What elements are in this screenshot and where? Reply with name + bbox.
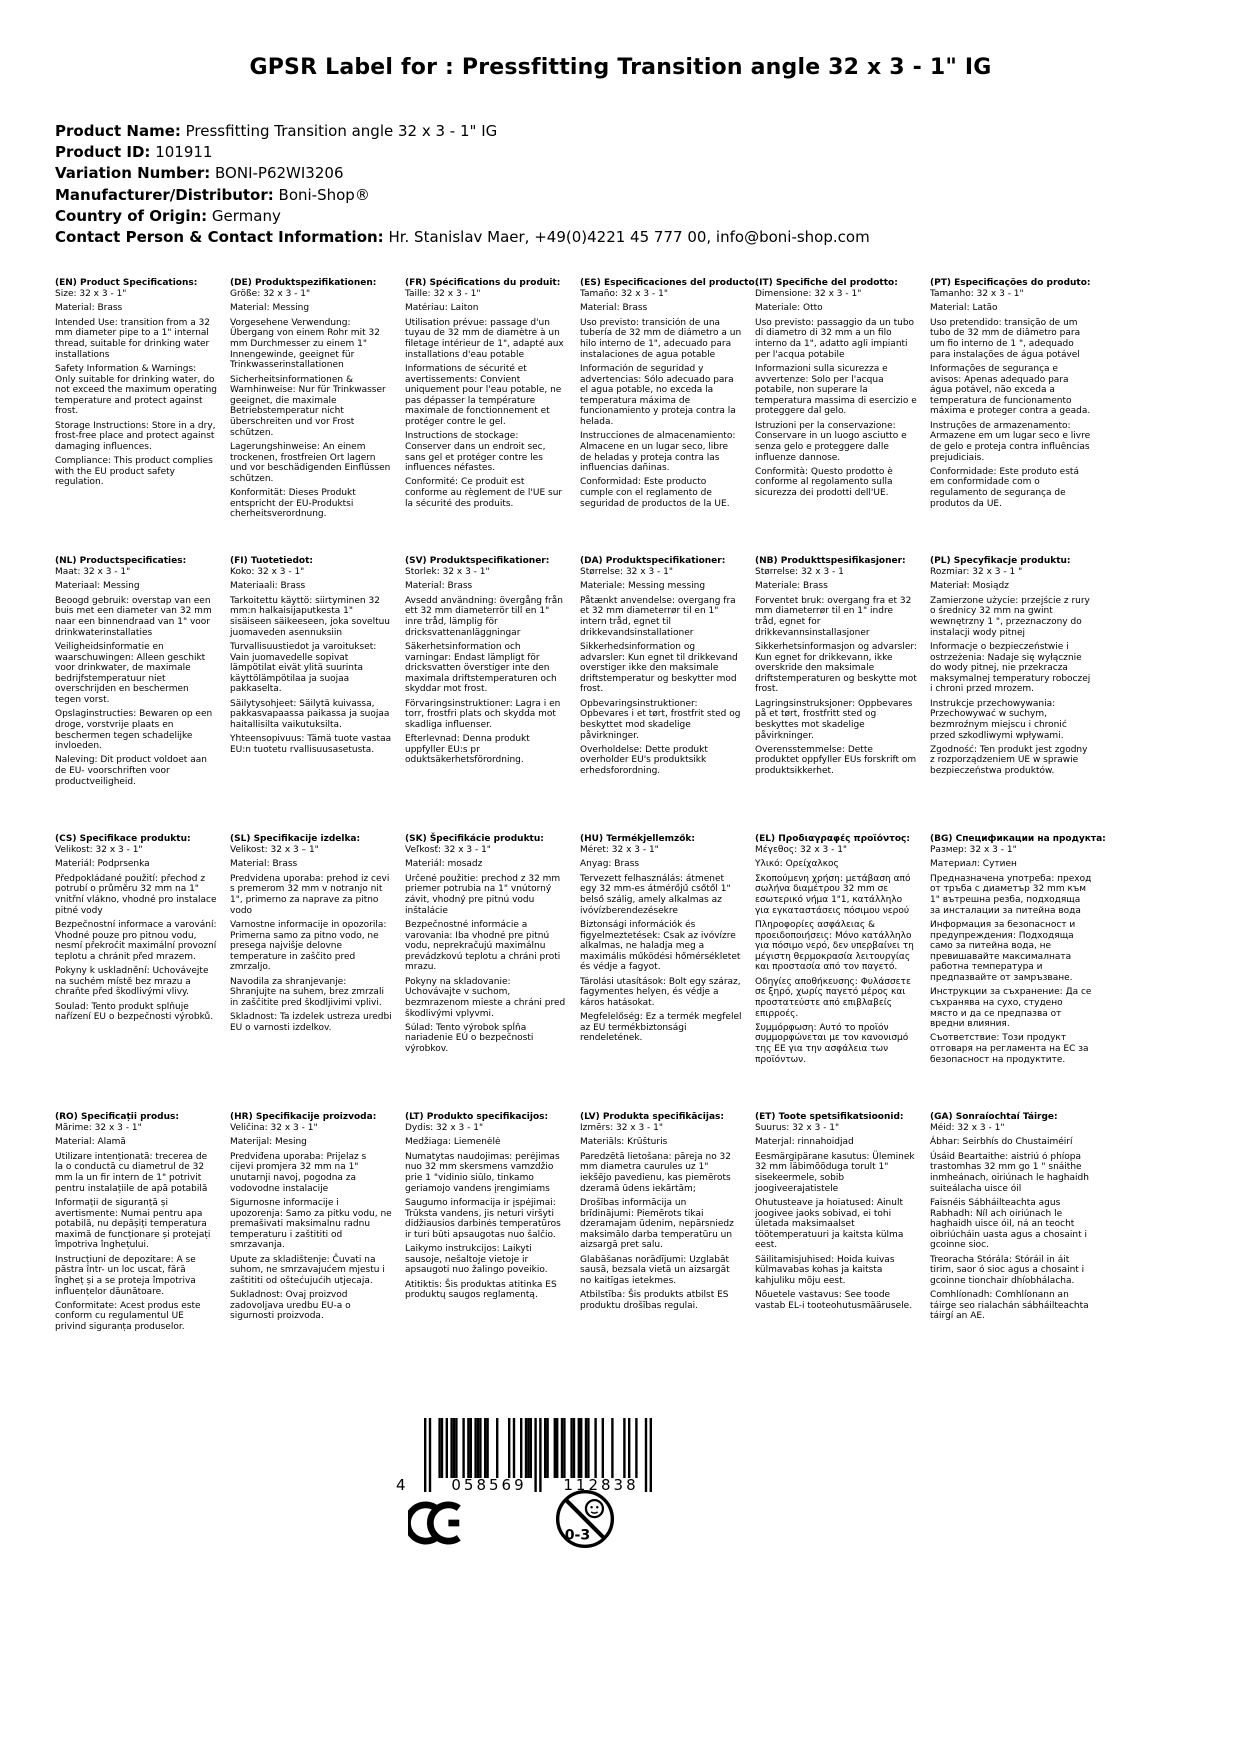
- block-paragraph: Turvallisuustiedot ja varoitukset: Vain juomavedelle sopivat lämpötilat eivät ylitä suurinta käyttölämpötilaa ja suojaa pakkaselta.: [230, 641, 377, 695]
- product-field-label: Manufacturer/Distributor:: [55, 185, 274, 204]
- block-paragraph: Intended Use: transition from a 32 mm diameter pipe to a 1" internal thread, suitable for drinking water installations: [55, 317, 211, 360]
- block-paragraph: Tervezett felhasználás: átmenet egy 32 mm-es átmérőjű csőtől 1" belső szálig, amely alkalmas az ivóvízberendezésekre: [580, 873, 731, 916]
- block-paragraph: Rozmiar: 32 x 3 - 1 ": [930, 567, 1023, 577]
- block-paragraph: Izmērs: 32 x 3 - 1": [580, 1123, 664, 1133]
- block-paragraph: Utilisation prévue: passage d'un tuyau de 32 mm de diamètre à un filetage intérieur de 1", adapté aux installations d'eau potable: [405, 317, 564, 360]
- block-paragraph: Bezpečnostné informácie a varovania: Iba vhodné pre pitnú vodu, neprekračujú maximálnu prevádzkovú teplotu a chráni proti mrazu.: [405, 919, 561, 973]
- block-heading: (ET) Toote spetsifikatsioonid:: [755, 1112, 904, 1122]
- block-paragraph: Istruzioni per la conservazione: Conservare in un luogo asciutto e senza gelo e proteggere dalle influenze dannose.: [755, 420, 907, 463]
- block-paragraph: Συμμόρφωση: Αυτό το προϊόν συμμορφώνεται με τον κανονισμό της ΕΕ για την ασφάλεια των προϊόντων.: [755, 1022, 909, 1065]
- block-paragraph: Overholdelse: Dette produkt overholder EU's produktsikk erhedsforordning.: [580, 744, 708, 777]
- block-paragraph: Förvaringsinstruktioner: Lagra i en torr, frostfri plats och skydda mot skadliga influenser.: [405, 698, 561, 730]
- block-paragraph: Méid: 32 x 3 - 1": [930, 1123, 1005, 1133]
- product-field-value: BONI-P62WI3206: [210, 164, 344, 183]
- block-paragraph: Säkerhetsinformation och varningar: Endast lämpligt för dricksvatten överstiger inte den maximala driftstemperaturen och skyddar mot frost.: [405, 641, 557, 695]
- block-paragraph: Opbevaringsinstruktioner: Opbevares i et tørt, frostfrit sted og beskyttet mod skadelige påvirkninger.: [580, 698, 741, 741]
- block-heading: (DA) Produktspecifikationer:: [580, 556, 726, 566]
- block-paragraph: Soulad: Tento produkt splňuje nařízení EU o bezpečnosti výrobků.: [55, 1001, 214, 1023]
- barcode-digits-right: 112838: [563, 1476, 639, 1494]
- block-paragraph: Predvidena uporaba: prehod iz cevi s premerom 32 mm v notranjo nit 1", primerno za naprave za pitno vodo: [230, 873, 390, 916]
- product-field-label: Product Name:: [55, 122, 181, 140]
- block-paragraph: Predviđena uporaba: Prijelaz s cijevi promjera 32 mm na 1" unutarnji navoj, pogodna za vodovodne instalacije: [230, 1151, 367, 1194]
- block-paragraph: Sicherheitsinformationen & Warnhinweise: Nur für Trinkwasser geeignet, die maximale Betriebstemperatur nicht überschreiten und vor Frost schützen.: [230, 374, 386, 438]
- block-paragraph: Úsáid Beartaithe: aistriú ó phíopa trastomhas 32 mm go 1 " snáithe inmheánach, oiriúnach le haghaidh suiteálacha uisce óil: [930, 1151, 1089, 1194]
- block-paragraph: Comhlíonadh: Comhlíonann an táirge seo rialachán sábháilteachta táirgí an AE.: [930, 1290, 1089, 1322]
- block-paragraph: Materiale: Messing messing: [580, 581, 706, 592]
- block-paragraph: Instrucciones de almacenamiento: Almacene en un lugar seco, libre de heladas y proteja contra las influencias dañinas.: [580, 431, 736, 474]
- block-paragraph: Informazioni sulla sicurezza e avvertenze: Solo per l'acqua potabile, non superare la temperatura massima di esercizio e proteggere dal gelo.: [755, 363, 917, 417]
- block-paragraph: Pokyny na skladovanie: Uchovávajte v suchom, bezmrazenom mieste a chráni pred škodlivými vplyvmi.: [405, 976, 566, 1019]
- block-paragraph: Naleving: Dit product voldoet aan de EU- voorschriften voor productveiligheid.: [55, 755, 207, 787]
- block-paragraph: Velikost: 32 x 3 – 1": [230, 845, 319, 855]
- block-paragraph: Nõuetele vastavus: See toode vastab EL-i tooteohutusmäärusele.: [755, 1290, 913, 1311]
- block-paragraph: Ábhar: Seirbhís do Chustaiméirí: [930, 1137, 1073, 1148]
- block-paragraph: Инструкции за съхранение: Да се съхранява на сухо, студено място и да се предпазва от вредни влияния.: [930, 987, 1092, 1030]
- block-paragraph: Avsedd användning: övergång från ett 32 mm diameterrör till en 1" inre tråd, lämplig för dricksvattenanläggningar: [405, 595, 563, 638]
- block-paragraph: Størrelse: 32 x 3 - 1": [580, 567, 674, 577]
- block-paragraph: Размер: 32 x 3 - 1": [930, 845, 1017, 855]
- block-heading: (HR) Specifikacije proizvoda:: [230, 1112, 377, 1122]
- product-field: [55, 227, 870, 248]
- block-heading: (SK) Špecifikácie produktu:: [405, 834, 544, 844]
- block-paragraph: Conformidade: Este produto está em conformidade com o regulamento de segurança de produtos da UE.: [930, 466, 1079, 509]
- language-block-es: [580, 278, 759, 556]
- block-paragraph: Materijal: Mesing: [230, 1137, 307, 1148]
- barcode-digit-system: 4: [396, 1476, 406, 1494]
- block-paragraph: Materjal: rinnahoidjad: [755, 1137, 854, 1148]
- block-paragraph: Conformidad: Este producto cumple con el reglamento de seguridad de productos de la UE.: [580, 477, 730, 509]
- block-paragraph: Anyag: Brass: [580, 859, 640, 870]
- block-paragraph: Súlad: Tento výrobok spĺňa nariadenie EÚ o bezpečnosti výrobkov.: [405, 1022, 534, 1055]
- block-paragraph: Größe: 32 x 3 - 1": [230, 289, 311, 299]
- block-paragraph: Vorgesehene Verwendung: Übergang von einem Rohr mit 32 mm Durchmesser zu einem 1" Innengewinde, geeignet für Trinkwasserinstallationen: [230, 317, 380, 371]
- language-block-de: [230, 278, 405, 556]
- block-heading: (BG) Спецификации на продукта:: [930, 834, 1106, 844]
- language-block-pl: [930, 556, 1105, 834]
- language-block-et: [755, 1112, 930, 1390]
- product-field-label: Product ID:: [55, 143, 151, 162]
- block-heading: (SV) Produktspecifikationer:: [405, 556, 550, 566]
- block-paragraph: Utilizare intenționată: trecerea de la o conductă cu diametrul de 32 mm la un fir intern de 1" potrivit pentru instalațiile de apă potabilă: [55, 1151, 208, 1194]
- product-field: [55, 121, 870, 142]
- product-field: [55, 142, 870, 163]
- block-paragraph: Säilitamisjuhised: Hoida kuivas külmavabas kohas ja kaitsta kahjuliku mõju eest.: [755, 1254, 895, 1286]
- block-paragraph: Información de seguridad y advertencias: Sólo adecuado para el agua potable, no exceda la temperatura máxima de funcionamiento y proteja contra la helada.: [580, 363, 736, 427]
- block-paragraph: Overensstemmelse: Dette produktet oppfyller EUs forskrift om produktsikkerhet.: [755, 744, 917, 777]
- block-paragraph: Material: Brass: [405, 581, 473, 592]
- block-paragraph: Předpokládané použití: přechod z potrubí o průměru 32 mm na 1" vnitřní vlákno, vhodné pro instalace pitné vody: [55, 873, 217, 916]
- block-paragraph: Koko: 32 x 3 - 1": [230, 567, 305, 577]
- block-paragraph: Taille: 32 x 3 - 1": [405, 289, 481, 299]
- block-paragraph: Storage Instructions: Store in a dry, frost-free place and protect against damaging influences.: [55, 420, 216, 452]
- block-paragraph: Instruções de armazenamento: Armazene em um lugar seco e livre de gelo e proteja contra influências prejudiciais.: [930, 420, 1091, 463]
- block-heading: (IT) Specifiche del prodotto:: [755, 278, 898, 288]
- language-block-sl: [230, 834, 405, 1112]
- language-block-ro: [55, 1112, 230, 1390]
- block-paragraph: Zamierzone użycie: przejście z rury o średnicy 32 mm na gwint wewnętrzny 1 ", przeznaczony do instalacji wody pitnej: [930, 595, 1090, 638]
- block-paragraph: Uso previsto: passaggio da un tubo di diametro di 32 mm a un filo interno da 1", adatto agli impianti per l'acqua potabile: [755, 317, 915, 360]
- block-paragraph: Drošības informācija un brīdinājumi: Piemērots tikai dzeramajam ūdenim, nepārsniedz maksimālo darba temperatūru un aizsargā pret salu.: [580, 1197, 734, 1251]
- product-field-value: Boni-Shop®: [273, 185, 370, 204]
- block-paragraph: Numatytas naudojimas: perėjimas nuo 32 mm skersmens vamzdžio prie 1 "vidinio siūlo, tinkamo geriamojo vandens įrengimiams: [405, 1151, 560, 1194]
- language-block-fi: [230, 556, 405, 834]
- block-paragraph: Материал: Сутиен: [930, 859, 1017, 870]
- block-paragraph: Material: Messing: [230, 303, 310, 314]
- block-paragraph: Informații de siguranță și avertismente: Numai pentru apa potabilă, nu depășiți temperatura maximă de funcționare și protejați împotriva înghețului.: [55, 1197, 211, 1251]
- product-field: [55, 185, 870, 206]
- block-heading: (GA) Sonraíochtaí Táirge:: [930, 1112, 1058, 1122]
- block-paragraph: Sukladnost: Ovaj proizvod zadovoljava uredbu EU-a o sigurnosti proizvoda.: [230, 1290, 351, 1322]
- block-paragraph: Materiaali: Brass: [230, 581, 306, 592]
- block-paragraph: Πληροφορίες ασφάλειας & προειδοποιήσεις: Μόνο κατάλληλο για πόσιμο νερό, δεν υπερβαίνει τη μέγιστη θερμοκρασία λειτουργίας και προστασία από τον παγετό.: [755, 919, 914, 973]
- block-paragraph: Safety Information & Warnings: Only suitable for drinking water, do not exceed the maximum operating temperature and protect against frost.: [55, 363, 217, 417]
- block-paragraph: Eesmärgipärane kasutus: Üleminek 32 mm läbimõõduga torult 1" sisekeermele, sobib joogiveerajatistele: [755, 1151, 915, 1194]
- block-paragraph: Lagerungshinweise: An einem trockenen, frostfreien Ort lagern und vor beschädigenden Einflüssen schützen.: [230, 441, 391, 484]
- age-warning-label: 0-3: [564, 1527, 591, 1544]
- block-paragraph: Tamanho: 32 x 3 - 1": [930, 289, 1024, 299]
- block-heading: (SL) Specifikacije izdelka:: [230, 834, 361, 844]
- block-paragraph: Υλικό: Ορείχαλκος: [755, 859, 839, 870]
- barcode-digits-left: 058569: [451, 1476, 527, 1494]
- block-paragraph: Uso pretendido: transição de um tubo de 32 mm de diâmetro para um fio interno de 1 ", adequado para instalações de água potável: [930, 317, 1081, 360]
- block-paragraph: Materiaal: Messing: [55, 581, 140, 592]
- block-paragraph: Sikkerhedsinformation og advarsler: Kun egnet til drikkevand overstiger ikke den maksimale driftstemperatur og beskytter mod frost.: [580, 641, 738, 695]
- product-field-value: 101911: [150, 143, 213, 162]
- block-paragraph: Konformität: Dieses Produkt entspricht der EU-Produktsi cherheitsverordnung.: [230, 488, 356, 520]
- block-paragraph: Informações de segurança e avisos: Apenas adequado para água potável, não exceda a temperatura de funcionamento máxima e proteger contra a geada.: [930, 363, 1091, 417]
- language-block-lv: [580, 1112, 755, 1390]
- product-field: [55, 206, 870, 227]
- block-paragraph: Megfelelőség: Ez a termék megfelel az EU termékbiztonsági rendeletének.: [580, 1012, 742, 1044]
- block-paragraph: Faisnéis Sábháilteachta agus Rabhadh: Níl ach oiriúnach le haghaidh uisce óil, ná an teocht oibriúcháin uasta agus a chosaint i gcoinne sioc.: [930, 1197, 1087, 1251]
- language-block-pt: [930, 278, 1105, 556]
- block-heading: (CS) Specifikace produktu:: [55, 834, 191, 844]
- product-field: [55, 163, 870, 184]
- block-paragraph: Materiał: Mosiądz: [930, 581, 1009, 592]
- block-paragraph: Materiál: Podprsenka: [55, 859, 150, 870]
- language-block-nl: [55, 556, 230, 834]
- age-warning-0-3-icon: [552, 1486, 618, 1552]
- block-paragraph: Yhteensopivuus: Tämä tuote vastaa EU:n tuotetu rvallisuusasetusta.: [230, 734, 392, 755]
- block-paragraph: Storlek: 32 x 3 - 1": [405, 567, 490, 577]
- language-block-el: [755, 834, 930, 1112]
- block-paragraph: Μέγεθος: 32 x 3 - 1": [755, 845, 848, 855]
- block-paragraph: Maat: 32 x 3 - 1": [55, 567, 131, 577]
- block-heading: (DE) Produktspezifikationen:: [230, 278, 377, 288]
- block-heading: (LV) Produkta specifikācijas:: [580, 1112, 724, 1122]
- block-paragraph: Zgodność: Ten produkt jest zgodny z rozporządzeniem UE w sprawie bezpieczeństwa produktów.: [930, 744, 1088, 777]
- block-paragraph: Materiāls: Krūšturis: [580, 1137, 668, 1148]
- block-paragraph: Informations de sécurité et avertissements: Convient uniquement pour l'eau potable, ne pas dépasser la température maximale de fonctionnement et protéger contre le gel.: [405, 363, 562, 427]
- block-heading: (PL) Specyfikacje produktu:: [930, 556, 1071, 566]
- product-field-label: Contact Person & Contact Information:: [55, 228, 384, 247]
- block-paragraph: Dimensione: 32 x 3 - 1": [755, 289, 862, 299]
- block-heading: (LT) Produkto specifikacijos:: [405, 1112, 549, 1122]
- product-field-value: Pressfitting Transition angle 32 x 3 - 1" IG: [180, 122, 498, 140]
- block-paragraph: Veiligheidsinformatie en waarschuwingen: Alleen geschikt voor drinkwater, de maximale bedrijfstemperatuur niet overschrijden en beschermen tegen vorst.: [55, 641, 206, 705]
- block-paragraph: Efterlevnad: Denna produkt uppfyller EU:s pr oduktsäkerhetsförordning.: [405, 734, 530, 766]
- block-paragraph: Material: Brass: [580, 303, 648, 314]
- block-paragraph: Съответствие: Този продукт отговаря на регламента на ЕС за безопасност на продуктите.: [930, 1033, 1089, 1065]
- product-field-label: Variation Number:: [55, 164, 211, 183]
- block-heading: (PT) Especificações do produto:: [930, 278, 1091, 288]
- block-paragraph: Medžiaga: Liemenėlė: [405, 1137, 501, 1148]
- block-paragraph: Предназначена употреба: преход от тръба с диаметър 32 mm към 1" вътрешна резба, подходяща за инсталации за питейна вода: [930, 873, 1092, 916]
- block-heading: (FR) Spécifications du produit:: [405, 278, 561, 288]
- language-block-da: [580, 556, 755, 834]
- product-field-label: Country of Origin:: [55, 206, 208, 225]
- block-paragraph: Méret: 32 x 3 - 1": [580, 845, 659, 855]
- block-paragraph: Størrelse: 32 x 3 - 1: [755, 567, 844, 577]
- block-paragraph: Suurus: 32 x 3 - 1": [755, 1123, 840, 1133]
- language-blocks-grid: [55, 278, 1105, 1390]
- block-paragraph: Instrukcje przechowywania: Przechowywać w suchym, bezmroźnym miejscu i chronić przed szkodliwymi wpływami.: [930, 698, 1067, 741]
- language-block-fr: [405, 278, 580, 556]
- block-paragraph: Lagringsinstruksjoner: Oppbevares på et tørt, frostfritt sted og beskyttes mot skadelige påvirkninger.: [755, 698, 913, 741]
- product-field-value: Germany: [207, 206, 281, 225]
- language-block-lt: [405, 1112, 580, 1390]
- language-block-nb: [755, 556, 930, 834]
- block-paragraph: Saugumo informacija ir įspėjimai: Trūksta vandens, jis neturi viršyti didžiausios darbinės temperatūros ir turi būti apsaugotas nuo šalčio.: [405, 1197, 561, 1240]
- language-block-sv: [405, 556, 580, 834]
- block-paragraph: Materiál: mosadz: [405, 859, 483, 870]
- block-paragraph: Информация за безопасност и предупреждения: Подходяща само за питейна вода, не превишавайте максималната работна температура и предпазвайте от замръзване.: [930, 919, 1076, 983]
- language-block-hr: [230, 1112, 405, 1390]
- barcode: [392, 1418, 662, 1502]
- ce-mark: [408, 1499, 466, 1551]
- block-paragraph: Uso previsto: transición de una tubería de 32 mm de diámetro a un hilo interno de 1", adecuado para instalaciones de agua potable: [580, 317, 742, 360]
- block-paragraph: Glabāšanas norādījumi: Uzglabāt sausā, bezsala vietā un aizsargāt no kaitīgas ietekmes.: [580, 1254, 730, 1286]
- block-paragraph: Atbilstība: Šis produkts atbilst ES produktu drošības regulai.: [580, 1290, 729, 1311]
- block-paragraph: Beoogd gebruik: overstap van een buis met een diameter van 32 mm naar een binnendraad van 1" voor drinkwaterinstallaties: [55, 595, 212, 638]
- block-paragraph: Biztonsági információk és figyelmeztetések: Csak az ivóvízre alkalmas, ne haladja meg a maximális működési hőmérsékletet és védje a fagyot.: [580, 919, 741, 973]
- block-paragraph: Material: Brass: [230, 859, 298, 870]
- block-paragraph: Laikymo instrukcijos: Laikyti sausoje, nešaltoje vietoje ir apsaugoti nuo žalingo poveikio.: [405, 1244, 548, 1276]
- block-heading: (RO) Specificații produs:: [55, 1112, 179, 1122]
- block-paragraph: Varnostne informacije in opozorila: Primerna samo za pitno vodo, ne presega najvišje delovne temperature in zaščito pred zmrzaljo.: [230, 919, 387, 973]
- block-paragraph: Säilytysohjeet: Säilytä kuivassa, pakkasvapaassa paikassa ja suojaa haitallisilta vaikutuksilta.: [230, 698, 390, 730]
- block-heading: (EL) Προδιαγραφές προϊόντος:: [755, 834, 910, 844]
- ce-mark-icon: [408, 1499, 466, 1547]
- language-block-bg: [930, 834, 1105, 1112]
- block-paragraph: Instructions de stockage: Conserver dans un endroit sec, sans gel et protéger contre les influences néfastes.: [405, 431, 546, 474]
- block-paragraph: Σκοπούμενη χρήση: μετάβαση από σωλήνα διαμέτρου 32 mm σε εσωτερικό νήμα 1"1, κατάλληλο για εγκαταστάσεις πόσιμου νερού: [755, 873, 911, 916]
- block-heading: (ES) Especificaciones del producto:: [580, 278, 759, 288]
- block-paragraph: Tarkoitettu käyttö: siirtyminen 32 mm:n halkaisijaputkesta 1" sisäiseen säikeeseen, joka soveltuu juomaveden asennuksiin: [230, 595, 391, 638]
- block-paragraph: Conformité: Ce produit est conforme au règlement de l'UE sur la sécurité des produits.: [405, 477, 563, 509]
- block-paragraph: Materiale: Brass: [755, 581, 828, 592]
- block-paragraph: Påtænkt anvendelse: overgang fra et 32 mm diameterrør til en 1" intern tråd, egnet til drikkevandsinstallationer: [580, 595, 736, 638]
- block-paragraph: Bezpečnostní informace a varování: Vhodné pouze pro pitnou vodu, nesmí překročit maximální provozní teplotu a chránit před mrazem.: [55, 919, 217, 962]
- language-block-sk: [405, 834, 580, 1112]
- block-paragraph: Veľkosť: 32 x 3 - 1": [405, 845, 491, 855]
- block-heading: (FI) Tuotetiedot:: [230, 556, 314, 566]
- block-paragraph: Velikost: 32 x 3 - 1": [55, 845, 143, 855]
- block-paragraph: Atitiktis: Šis produktas atitinka ES produktų saugos reglamentą.: [405, 1279, 557, 1301]
- age-warning-symbol: [552, 1486, 618, 1556]
- block-paragraph: Informacje o bezpieczeństwie i ostrzeżenia: Nadaje się wyłącznie do wody pitnej, nie przekracza maksymalnej temperatury roboczej i chroni przed mrozem.: [930, 641, 1091, 695]
- block-paragraph: Material: Brass: [55, 303, 123, 314]
- product-info: [55, 121, 870, 248]
- block-paragraph: Upute za skladištenje: Čuvati na suhom, ne smrzavajućem mjestu i zaštititi od oštećujućih utjecaja.: [230, 1254, 385, 1286]
- block-paragraph: Navodila za shranjevanje: Shranjujte na suhem, brez zmrzali in zaščitite pred škodljivimi vplivi.: [230, 976, 384, 1008]
- language-block-hu: [580, 834, 755, 1112]
- product-field-value: Hr. Stanislav Maer, +49(0)4221 45 777 00, info@boni-shop.com: [383, 228, 870, 247]
- block-paragraph: Conformità: Questo prodotto è conforme al regolamento sulla sicurezza dei prodotti dell'UE.: [755, 466, 893, 499]
- block-paragraph: Opslaginstructies: Bewaren op een droge, vorstvrije plaats en beschermen tegen schadelijke invloeden.: [55, 709, 213, 752]
- block-paragraph: Treoracha Stórála: Stóráil in áit tirim, saor ó sioc agus a chosaint i gcoinne tionchair dhíobhálacha.: [930, 1254, 1085, 1286]
- block-paragraph: Mărime: 32 x 3 - 1": [55, 1123, 142, 1133]
- block-paragraph: Pokyny k uskladnění: Uchovávejte na suchém místě bez mrazu a chraňte před škodlivými vlivy.: [55, 966, 209, 998]
- block-paragraph: Tárolási utasítások: Bolt egy száraz, fagymentes helyen, és védje a káros hatásokat.: [580, 976, 741, 1008]
- block-paragraph: Forventet bruk: overgang fra et 32 mm diameterrør til en 1" indre tråd, egnet for drikkevannsinstallasjoner: [755, 595, 912, 638]
- page-title: GPSR Label for : Pressfitting Transition angle 32 x 3 - 1" IG: [249, 55, 992, 80]
- block-paragraph: Materiale: Otto: [755, 303, 823, 314]
- block-paragraph: Matériau: Laiton: [405, 303, 479, 314]
- block-paragraph: Skladnost: Ta izdelek ustreza uredbi EU o varnosti izdelkov.: [230, 1012, 392, 1033]
- block-paragraph: Conformitate: Acest produs este conform cu regulamentul UE privind siguranța produselor.: [55, 1300, 201, 1333]
- block-paragraph: Material: Latão: [930, 303, 998, 314]
- block-paragraph: Dydis: 32 x 3 - 1": [405, 1123, 484, 1133]
- block-paragraph: Οδηγίες αποθήκευσης: Φυλάσσετε σε ξηρό, χωρίς παγετό μέρος και προστατεύστε από επιβλαβείς επιρροές.: [755, 976, 911, 1019]
- block-paragraph: Určené použitie: prechod z 32 mm priemer potrubia na 1" vnútorný závit, vhodný pre pitnú vodu inštalácie: [405, 873, 561, 916]
- language-block-cs: [55, 834, 230, 1112]
- block-paragraph: Size: 32 x 3 - 1": [55, 289, 127, 299]
- block-paragraph: Instrucțiuni de depozitare: A se păstra într- un loc uscat, fără îngheț și a se proteja împotriva influențelor dăunătoare.: [55, 1254, 196, 1297]
- block-heading: (NL) Productspecificaties:: [55, 556, 187, 566]
- language-block-ga: [930, 1112, 1105, 1390]
- block-paragraph: Compliance: This product complies with the EU product safety regulation.: [55, 456, 213, 488]
- block-paragraph: Ohutusteave ja hoiatused: Ainult joogivee jaoks sobivad, ei tohi ületada maksimaalset töötemperatuuri ja kaitsta külma eest.: [755, 1197, 904, 1251]
- block-paragraph: Material: Alamă: [55, 1137, 126, 1148]
- block-paragraph: Sikkerhetsinformasjon og advarsler: Kun egnet for drikkevann, ikke overskride den maksimale driftstemperaturen og beskytte mot frost.: [755, 641, 917, 695]
- language-block-it: [755, 278, 930, 556]
- block-paragraph: Tamaño: 32 x 3 - 1": [580, 289, 668, 299]
- block-paragraph: Sigurnosne informacije i upozorenja: Samo za pitku vodu, ne premašivati maksimalnu radnu temperaturu i zaštititi od smrzavanja.: [230, 1197, 392, 1251]
- block-heading: (HU) Termékjellemzők:: [580, 834, 696, 844]
- language-block-en: [55, 278, 230, 556]
- block-paragraph: Veličina: 32 x 3 - 1": [230, 1123, 318, 1133]
- block-heading: (EN) Product Specifications:: [55, 278, 198, 288]
- block-heading: (NB) Produkttspesifikasjoner:: [755, 556, 906, 566]
- block-paragraph: Paredzētā lietošana: pāreja no 32 mm diametra caurules uz 1" iekšējo pavedienu, kas piemērots dzeramā ūdens iekārtām;: [580, 1151, 732, 1194]
